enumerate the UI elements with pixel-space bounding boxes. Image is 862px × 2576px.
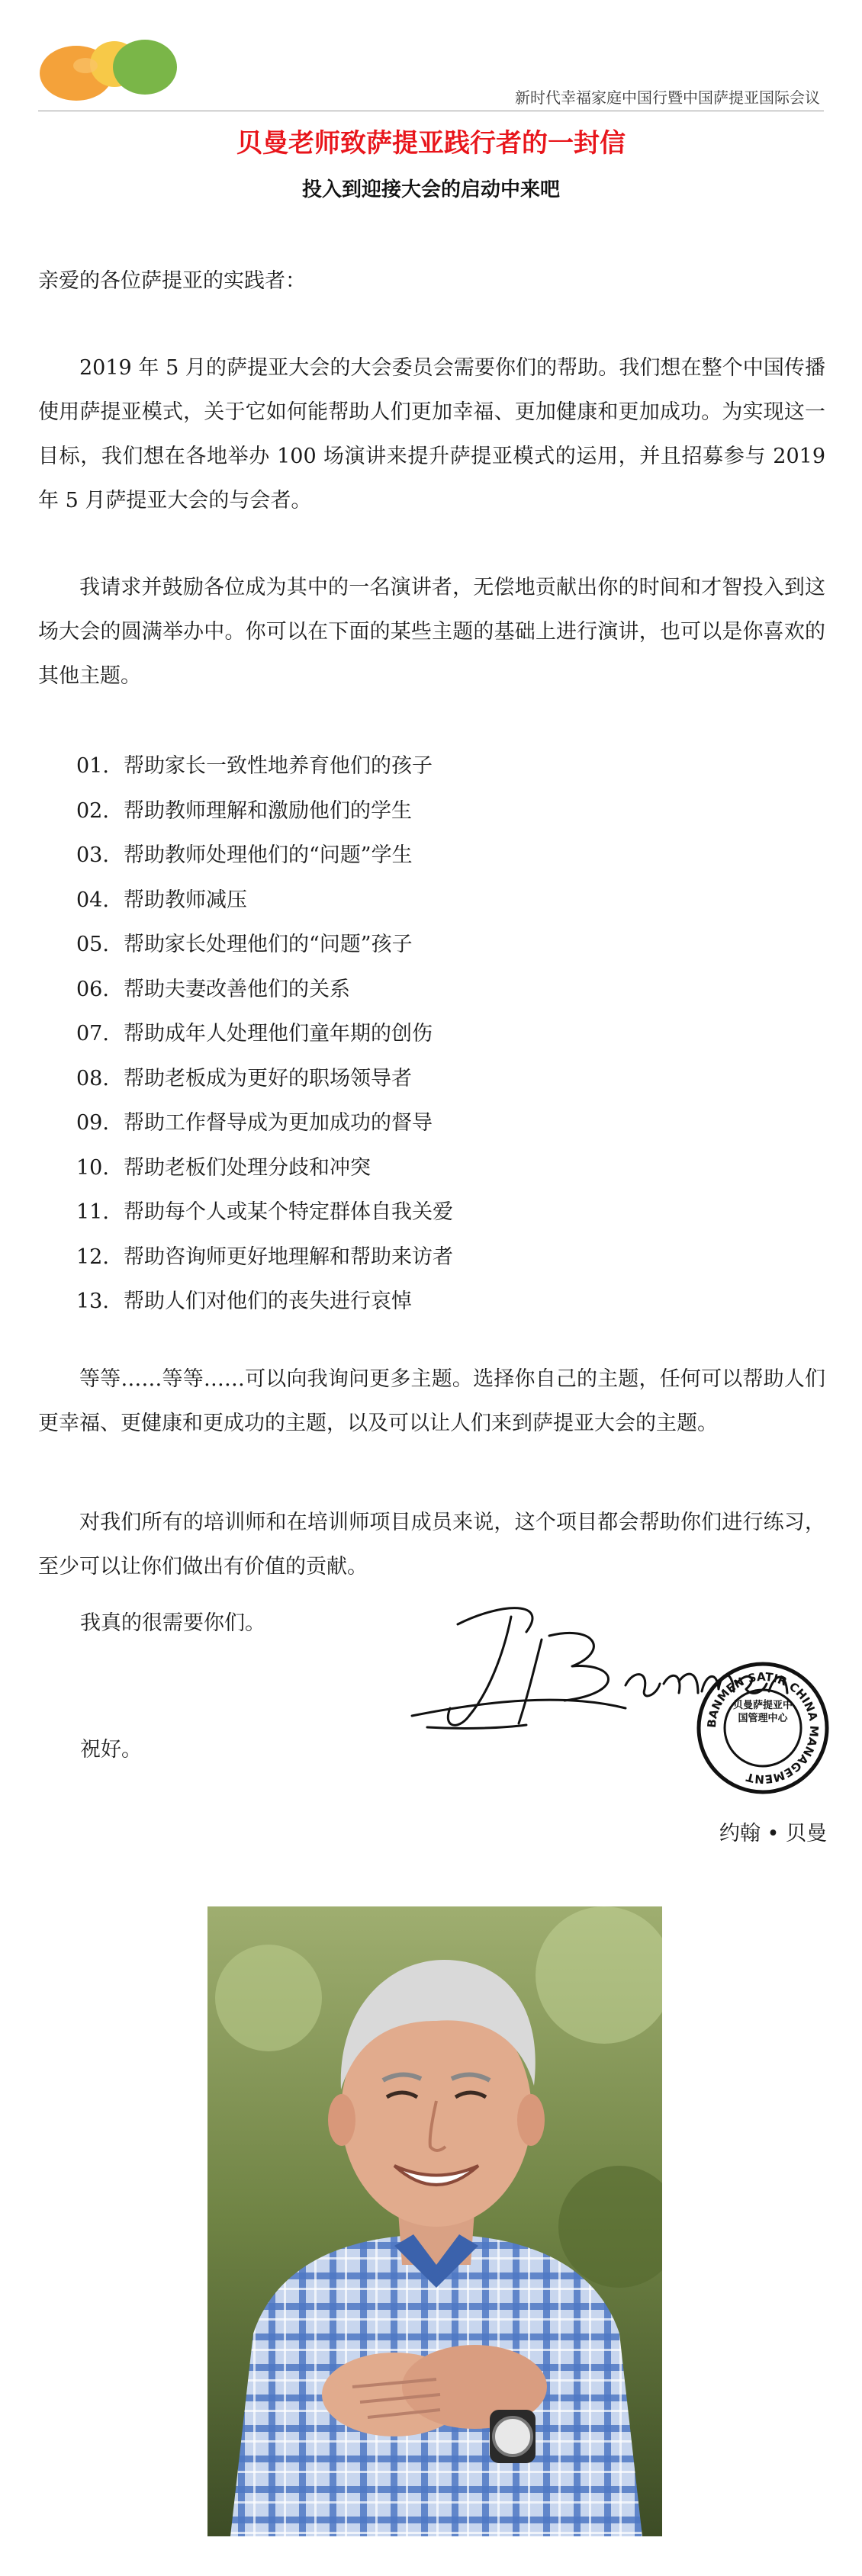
topic-number: 12. bbox=[76, 1245, 109, 1269]
topic-text: 帮助老板成为更好的职场领导者 bbox=[124, 1066, 412, 1090]
list-item bbox=[76, 1057, 453, 1102]
topic-text: 帮助家长一致性地养育他们的孩子 bbox=[124, 754, 433, 778]
list-item bbox=[76, 1190, 453, 1235]
letter-title: 贝曼老师致萨提亚践行者的一封信 bbox=[236, 128, 626, 159]
list-item bbox=[76, 1235, 453, 1280]
colorful-blob-logo-icon bbox=[38, 31, 179, 103]
topic-text: 帮助成年人处理他们童年期的创伤 bbox=[124, 1022, 433, 1045]
paragraph-4: 对我们所有的培训师和在培训师项目成员来说，这个项目都会帮助你们进行练习，至少可以让你们做出有价值的贡献。 bbox=[38, 1511, 825, 1579]
closing-regards: 祝好。 bbox=[80, 1738, 142, 1762]
topic-text: 帮助每个人或某个特定群体自我关爱 bbox=[124, 1200, 453, 1224]
list-item bbox=[76, 1146, 453, 1191]
topic-number: 10. bbox=[76, 1155, 109, 1180]
topic-text: 帮助老板们处理分歧和冲突 bbox=[124, 1155, 371, 1180]
topic-text: 帮助教师减压 bbox=[124, 888, 247, 912]
list-item bbox=[76, 1101, 453, 1146]
topic-number: 06. bbox=[76, 977, 109, 1001]
list-item bbox=[76, 923, 453, 968]
list-item bbox=[76, 834, 453, 878]
closing-need-you: 我真的很需要你们。 bbox=[80, 1611, 265, 1635]
paragraph-2: 我请求并鼓励各位成为其中的一名演讲者，无偿地贡献出你的时间和才智投入到这场大会的圆满举办中。你可以在下面的某些主题的基础上进行演讲，也可以是你喜欢的其他主题。 bbox=[38, 576, 825, 688]
list-item bbox=[76, 1280, 453, 1325]
header-org-text: 新时代幸福家庭中国行暨中国萨提亚国际会议 bbox=[515, 88, 820, 107]
topic-number: 11. bbox=[76, 1200, 109, 1224]
list-item bbox=[76, 968, 453, 1013]
topic-list bbox=[76, 744, 453, 1325]
seal-center-text: 贝曼萨提亚中国管理中心 bbox=[732, 1700, 793, 1724]
topic-number: 04. bbox=[76, 888, 109, 912]
topic-number: 07. bbox=[76, 1022, 109, 1045]
topic-text: 帮助人们对他们的丧失进行哀悼 bbox=[124, 1290, 412, 1313]
portrait-photo-icon bbox=[207, 1906, 662, 2536]
topic-text: 帮助夫妻改善他们的关系 bbox=[124, 977, 350, 1001]
topic-text: 帮助教师理解和激励他们的学生 bbox=[124, 798, 412, 823]
paragraph-3: 等等……等等……可以向我询问更多主题。选择你自己的主题，任何可以帮助人们更幸福、更健康和更成功的主题，以及可以让人们来到萨提亚大会的主题。 bbox=[38, 1367, 825, 1435]
topic-number: 03. bbox=[76, 843, 109, 867]
topic-number: 01. bbox=[76, 754, 109, 778]
topic-text: 帮助咨询师更好地理解和帮助来访者 bbox=[124, 1245, 453, 1269]
topic-number: 05. bbox=[76, 933, 109, 956]
letter-subtitle: 投入到迎接大会的启动中来吧 bbox=[301, 178, 560, 201]
signer-name: 约翰 • 贝曼 bbox=[719, 1822, 827, 1845]
salutation: 亲爱的各位萨提亚的实践者： bbox=[38, 269, 306, 293]
paragraph-1: 2019 年 5 月的萨提亚大会的大会委员会需要你们的帮助。我们想在整个中国传播使用萨提亚模式，关于它如何能帮助人们更加幸福、更加健康和更加成功。为实现这一目标，我们想在各地举办 100 场演讲来提升萨提亚模式的运用，并且招募参与 2019 年 5 月萨提亚大会的与会者。 bbox=[38, 356, 825, 512]
topic-number: 09. bbox=[76, 1111, 109, 1135]
topic-text: 帮助工作督导成为更加成功的督导 bbox=[124, 1111, 433, 1135]
topic-number: 02. bbox=[76, 798, 109, 823]
topic-text: 帮助家长处理他们的“问题”孩子 bbox=[124, 933, 413, 956]
circular-stamp-icon bbox=[696, 1661, 830, 1795]
seal-ring-text: BANMEN SATIR CHINA MANAGEMENT bbox=[704, 1669, 822, 1787]
list-item bbox=[76, 878, 453, 923]
list-item bbox=[76, 744, 453, 789]
topic-number: 13. bbox=[76, 1290, 109, 1313]
list-item bbox=[76, 789, 453, 834]
topic-text: 帮助教师处理他们的“问题”学生 bbox=[124, 843, 413, 867]
topic-number: 08. bbox=[76, 1066, 109, 1090]
list-item bbox=[76, 1012, 453, 1057]
